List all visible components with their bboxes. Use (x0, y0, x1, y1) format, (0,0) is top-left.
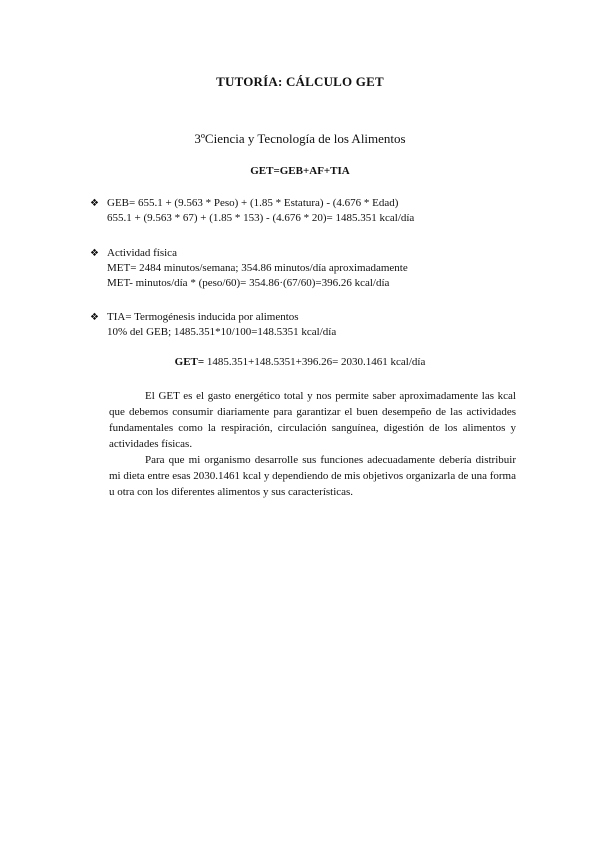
activity-section (90, 246, 510, 291)
main-formula: GET=GEB+AF+TIA (250, 165, 350, 177)
paragraph-get-explanation (109, 388, 516, 452)
get-total-line (0, 356, 600, 368)
met-calculation-line: MET- minutos/día * (peso/60)= 354.86·(67/60)=396.26 kcal/día (107, 277, 390, 289)
tia-heading: TIA= Termogénesis inducida por alimentos (107, 311, 299, 323)
document-subtitle: 3ºCiencia y Tecnología de los Alimentos (194, 131, 406, 146)
paragraph-text: El GET es el gasto energético total y nos permite saber aproximadamente las kcal que debemos consumir diariamente para garantizar el buen desempeño de las actividades fundamentales como la respiración, circulación sanguínea, digestión de los alimentos y actividades físicas. (109, 390, 516, 450)
document-title: TUTORÍA: CÁLCULO GET (216, 74, 384, 89)
activity-heading: Actividad física (107, 247, 177, 259)
geb-section (90, 196, 510, 226)
tia-section (90, 310, 510, 340)
get-total-label: GET= (174, 356, 205, 368)
tia-calculation-line: 10% del GEB; 1485.351*10/100=148.5351 kcal/día (107, 326, 337, 338)
diamond-bullet-icon: ❖ (90, 312, 99, 323)
paragraph-diet-distribution (109, 452, 516, 500)
geb-calculation-line: 655.1 + (9.563 * 67) + (1.85 * 153) - (4.676 * 20)= 1485.351 kcal/día (107, 212, 415, 224)
paragraph-text: Para que mi organismo desarrolle sus funciones adecuadamente debería distribuir mi dieta entre esas 2030.1461 kcal y dependiendo de mis objetivos organizarla de una forma u otra con los diferentes alimentos y sus características. (109, 454, 516, 498)
get-total-value: 1485.351+148.5351+396.26= 2030.1461 kcal/día (204, 356, 426, 368)
diamond-bullet-icon: ❖ (90, 248, 99, 259)
met-week-line: MET= 2484 minutos/semana; 354.86 minutos/día aproximadamente (107, 262, 408, 274)
diamond-bullet-icon: ❖ (90, 198, 99, 209)
geb-formula-line: GEB= 655.1 + (9.563 * Peso) + (1.85 * Estatura) - (4.676 * Edad) (107, 197, 399, 209)
